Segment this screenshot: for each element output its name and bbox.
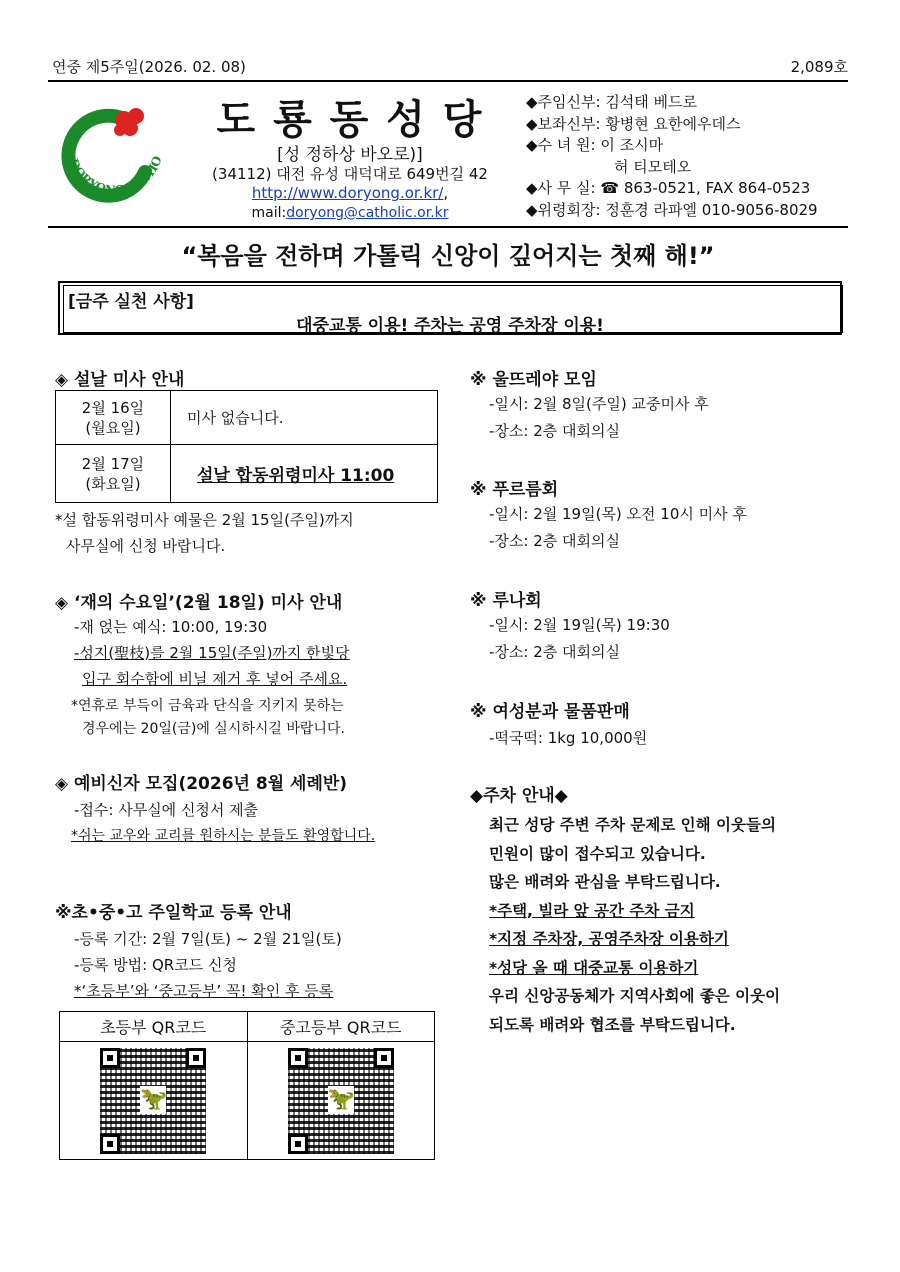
staff-pastor: ◆주임신부: 김석태 베드로 <box>526 93 698 111</box>
staff-sister-2: 허 티모테오 <box>614 157 692 176</box>
qr-finder <box>374 1048 394 1068</box>
mass-date-cell <box>56 445 171 503</box>
staff-sister-1: ◆수 녀 원: 이 조시마 <box>526 136 664 154</box>
luna-line-2: -장소: 2층 대회의실 <box>489 643 620 661</box>
lunar-note-2: 사무실에 신청 바랍니다. <box>66 537 226 555</box>
mail-line <box>200 205 500 221</box>
practice-text: 대중교통 이용! 주차는 공영 주차장 이용! <box>296 316 604 336</box>
qr-finder <box>100 1134 120 1154</box>
mass-desc: 설날 합동위령미사 11:00 <box>197 466 395 486</box>
catechumen-note: *쉬는 교우와 교리를 원하시는 분들도 환영합니다. <box>71 828 376 844</box>
website-line <box>200 184 500 202</box>
ultreya-line-2: -장소: 2층 대회의실 <box>489 422 620 440</box>
parking-text-4: 우리 신앙공동체가 지역사회에 좋은 이웃이 <box>489 987 781 1005</box>
dinosaur-icon: 🦖 <box>327 1086 356 1112</box>
parking-text-1: 최근 성당 주변 주차 문제로 인해 이웃들의 <box>489 816 776 834</box>
ash-line-1: -재 얹는 예식: 10:00, 19:30 <box>74 618 268 636</box>
sale-heading: ※ 여성분과 물품판매 <box>470 702 630 722</box>
lunar-mass-table <box>55 390 438 503</box>
qr-cell-secondary <box>247 1042 435 1160</box>
parking-text-2: 민원이 많이 접수되고 있습니다. <box>489 844 706 863</box>
church-address: (34112) 대전 유성 대덕대로 649번길 42 <box>212 165 488 183</box>
table-row <box>60 1042 435 1160</box>
lunar-note-1: *설 합동위령미사 예물은 2월 15일(주일)까지 <box>55 511 354 529</box>
ultreya-heading: ※ 울뜨레야 모임 <box>470 370 597 390</box>
qr-code-secondary[interactable] <box>288 1048 394 1154</box>
table-row <box>60 1012 435 1042</box>
mass-date-cell <box>56 391 171 445</box>
sunday-school-heading: ※초•중•고 주일학교 등록 안내 <box>55 903 292 923</box>
mail-link[interactable]: doryong@catholic.or.kr <box>286 205 449 221</box>
parking-text-3: 많은 배려와 관심을 부탁드립니다. <box>489 873 721 891</box>
parking-bullet-2: *지정 주차장, 공영주차장 이용하기 <box>489 930 729 948</box>
parking-text-5: 되도록 배려와 협조를 부탁드립니다. <box>489 1015 736 1034</box>
green-line-2: -장소: 2층 대회의실 <box>489 532 620 550</box>
staff-office: ◆사 무 실: ☎ 863-0521, FAX 864-0523 <box>526 179 811 197</box>
mail-prefix: mail: <box>251 205 287 221</box>
staff-memorial: ◆위령회장: 정훈경 라파엘 010-9056-8029 <box>526 200 818 219</box>
patron-saint: [성 정하상 바오로)] <box>277 145 423 165</box>
qr-table <box>59 1011 435 1160</box>
header-bottom-rule <box>48 226 848 228</box>
mass-desc-cell <box>171 445 438 503</box>
practice-box <box>58 281 842 335</box>
dinosaur-icon: 🦖 <box>140 1086 168 1112</box>
mass-date: 2월 16일 <box>81 398 145 417</box>
header-top-rule <box>48 80 848 82</box>
ultreya-line-1: -일시: 2월 8일(주일) 교중미사 후 <box>489 395 709 413</box>
staff-assistant: ◆보좌신부: 황병현 요한에우데스 <box>526 114 741 133</box>
luna-line-1: -일시: 2월 19일(목) 19:30 <box>489 616 670 634</box>
mass-weekday: (화요일) <box>85 474 141 493</box>
qr-finder <box>288 1048 308 1068</box>
staff-list <box>526 92 818 221</box>
sunday-school-line-1: -등록 기간: 2월 7일(토) ~ 2월 21일(토) <box>74 930 342 948</box>
green-line-1: -일시: 2월 19일(목) 오전 10시 미사 후 <box>489 505 747 523</box>
qr-label-secondary: 중고등부 QR코드 <box>247 1012 435 1042</box>
table-row <box>56 391 438 445</box>
parking-heading: ◆주차 안내◆ <box>470 786 568 806</box>
issue-date: 연중 제5주일(2026. 02. 08) <box>52 58 246 76</box>
ash-line-2: -성지(聖枝)를 2월 15일(주일)까지 한빛당 <box>74 644 350 662</box>
green-heading: ※ 푸르름회 <box>470 480 559 500</box>
ash-note-1: *연휴로 부득이 금육과 단식을 지키지 못하는 <box>71 698 344 714</box>
qr-cell-elementary <box>60 1042 248 1160</box>
mass-weekday: (월요일) <box>85 418 141 437</box>
catechumen-heading: ◈ 예비신자 모집(2026년 8월 세례반) <box>55 774 348 794</box>
qr-label-elementary: 초등부 QR코드 <box>60 1012 248 1042</box>
qr-finder <box>186 1048 206 1068</box>
motto: “복음을 전하며 가톨릭 신앙이 깊어지는 첫째 해!” <box>181 242 715 270</box>
website-suffix: , <box>443 184 449 202</box>
logo-text: DORYONG CATHO <box>66 154 165 198</box>
catechumen-line-1: -접수: 사무실에 신청서 제출 <box>74 801 259 819</box>
church-name: 도 룡 동 성 당 <box>216 97 484 143</box>
sunday-school-note: *‘초등부’와 ‘중고등부’ 꼭! 확인 후 등록 <box>74 982 334 1000</box>
qr-finder <box>100 1048 120 1068</box>
qr-finder <box>288 1134 308 1154</box>
mass-date: 2월 17일 <box>81 454 145 473</box>
qr-code-elementary[interactable] <box>100 1048 206 1154</box>
parking-bullet-3: *성당 올 때 대중교통 이용하기 <box>489 958 699 977</box>
issue-number: 2,089호 <box>790 58 848 76</box>
parking-bullet-1: *주택, 빌라 앞 공간 주차 금지 <box>489 901 695 920</box>
parking-body <box>489 811 780 1039</box>
lunar-mass-heading: ◈ 설날 미사 안내 <box>55 370 185 390</box>
sale-line-1: -떡국떡: 1kg 10,000원 <box>489 729 648 747</box>
mass-desc: 미사 없습니다. <box>171 391 438 445</box>
table-row <box>56 445 438 503</box>
luna-heading: ※ 루나회 <box>470 591 542 611</box>
ash-note-2: 경우에는 20일(금)에 실시하시길 바랍니다. <box>82 721 345 737</box>
website-link[interactable]: http://www.doryong.or.kr/ <box>251 184 444 202</box>
church-logo <box>50 92 180 222</box>
ash-line-3: 입구 회수함에 비닐 제거 후 넣어 주세요. <box>82 670 348 688</box>
ash-heading: ◈ ‘재의 수요일’(2월 18일) 미사 안내 <box>55 593 343 613</box>
practice-title: [금주 실천 사항] <box>68 292 194 312</box>
sunday-school-line-2: -등록 방법: QR코드 신청 <box>74 956 237 974</box>
